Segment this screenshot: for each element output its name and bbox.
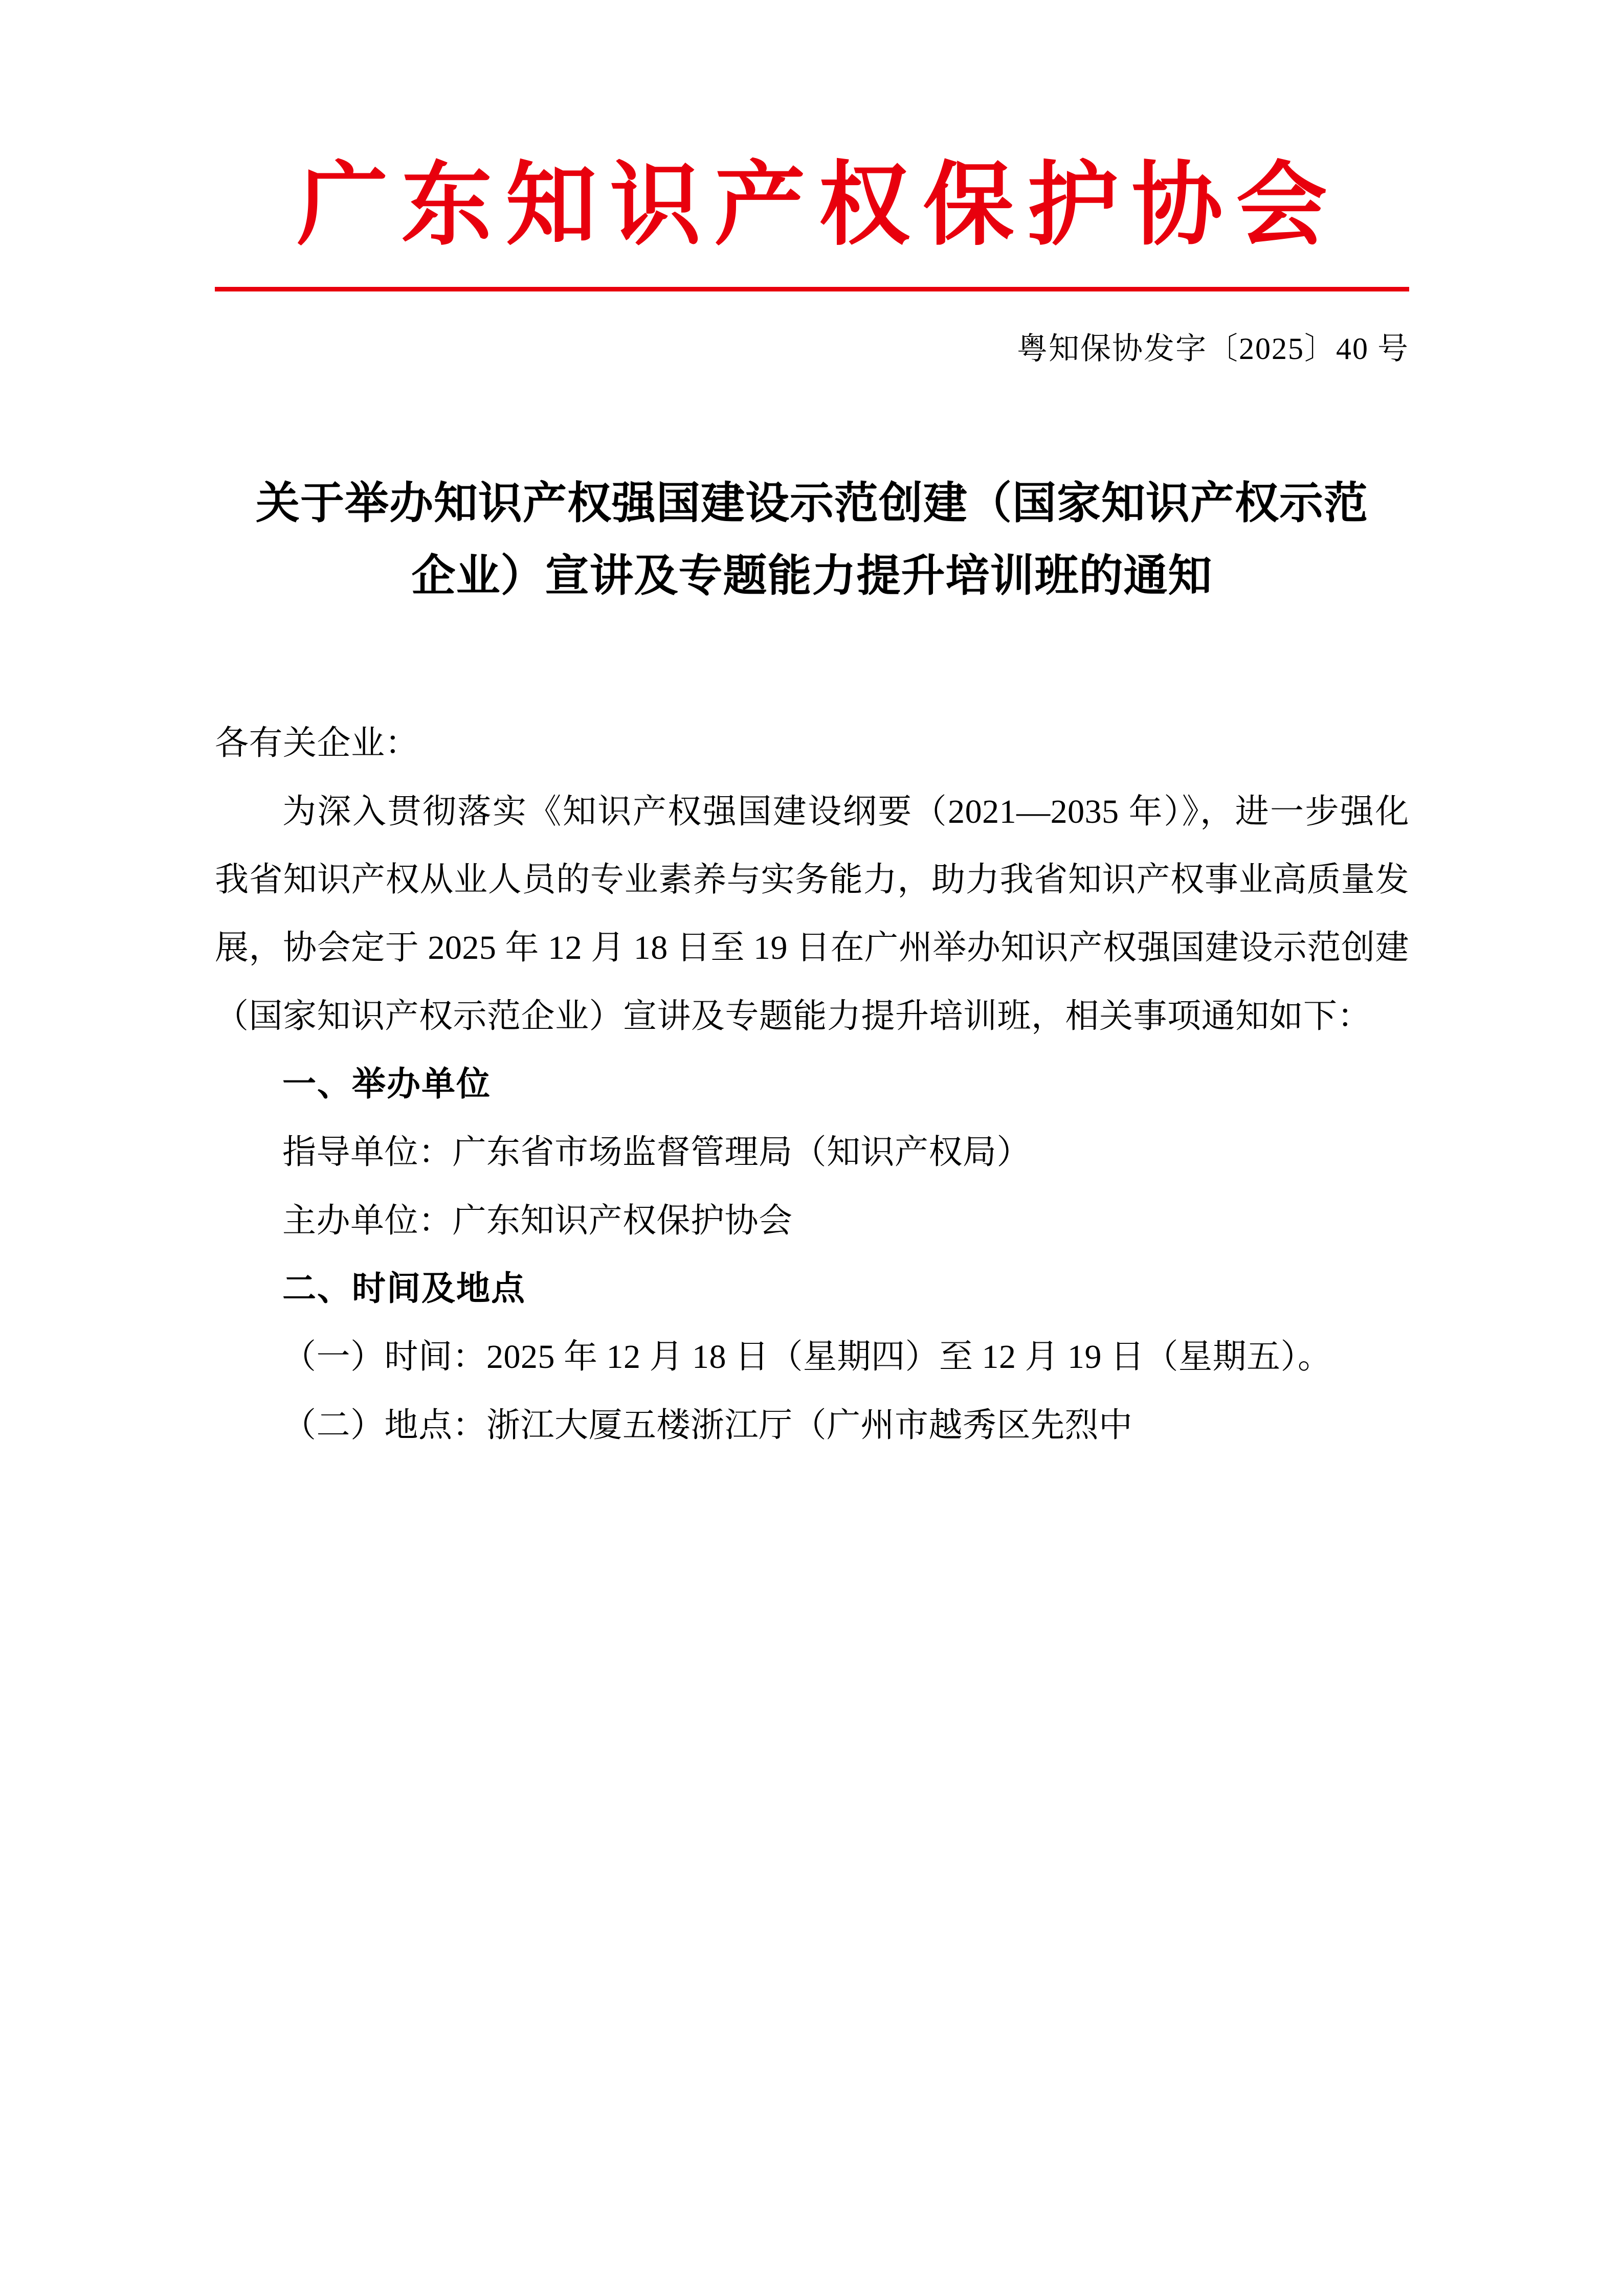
intro-paragraph: 为深入贯彻落实《知识产权强国建设纲要（2021—2035 年）》，进一步强化我省知识产权从业人员的专业素养与实务能力，助力我省知识产权事业高质量发展，协会定于 2025 年 12 月 18 日至 19 日在广州举办知识产权强国建设示范创建（国家知识产权示范企业）宣讲及专题能力提升培训班，相关事项通知如下： xyxy=(215,793,1409,1035)
place-detail: （二）地点：浙江大厦五楼浙江厅（广州市越秀区先烈中 xyxy=(282,1406,1133,1444)
organizers-host-unit: 主办单位：广东知识产权保护协会 xyxy=(282,1202,793,1240)
time-detail: （一）时间：2025 年 12 月 18 日（星期四）至 12 月 19 日（星期五）。 xyxy=(282,1338,1332,1376)
document-number: 粤知保协发字〔2025〕40 号 xyxy=(1017,331,1409,366)
salutation: 各有关企业： xyxy=(215,725,419,762)
letterhead-divider-rule xyxy=(215,287,1409,291)
organizers-guidance-unit: 指导单位：广东省市场监督管理局（知识产权局） xyxy=(282,1134,1031,1172)
page-title: 关于举办知识产权强国建设示范创建（国家知识产权示范企业）宣讲及专题能力提升培训班的通知 xyxy=(256,478,1368,600)
section-heading-organizers: 一、举办单位 xyxy=(282,1066,491,1104)
letterhead-organization-title: 广东知识产权保护协会 xyxy=(297,155,1341,256)
document-body xyxy=(215,709,1409,1459)
letterhead xyxy=(215,0,1409,291)
section-heading-time-and-place: 二、时间及地点 xyxy=(282,1270,526,1308)
